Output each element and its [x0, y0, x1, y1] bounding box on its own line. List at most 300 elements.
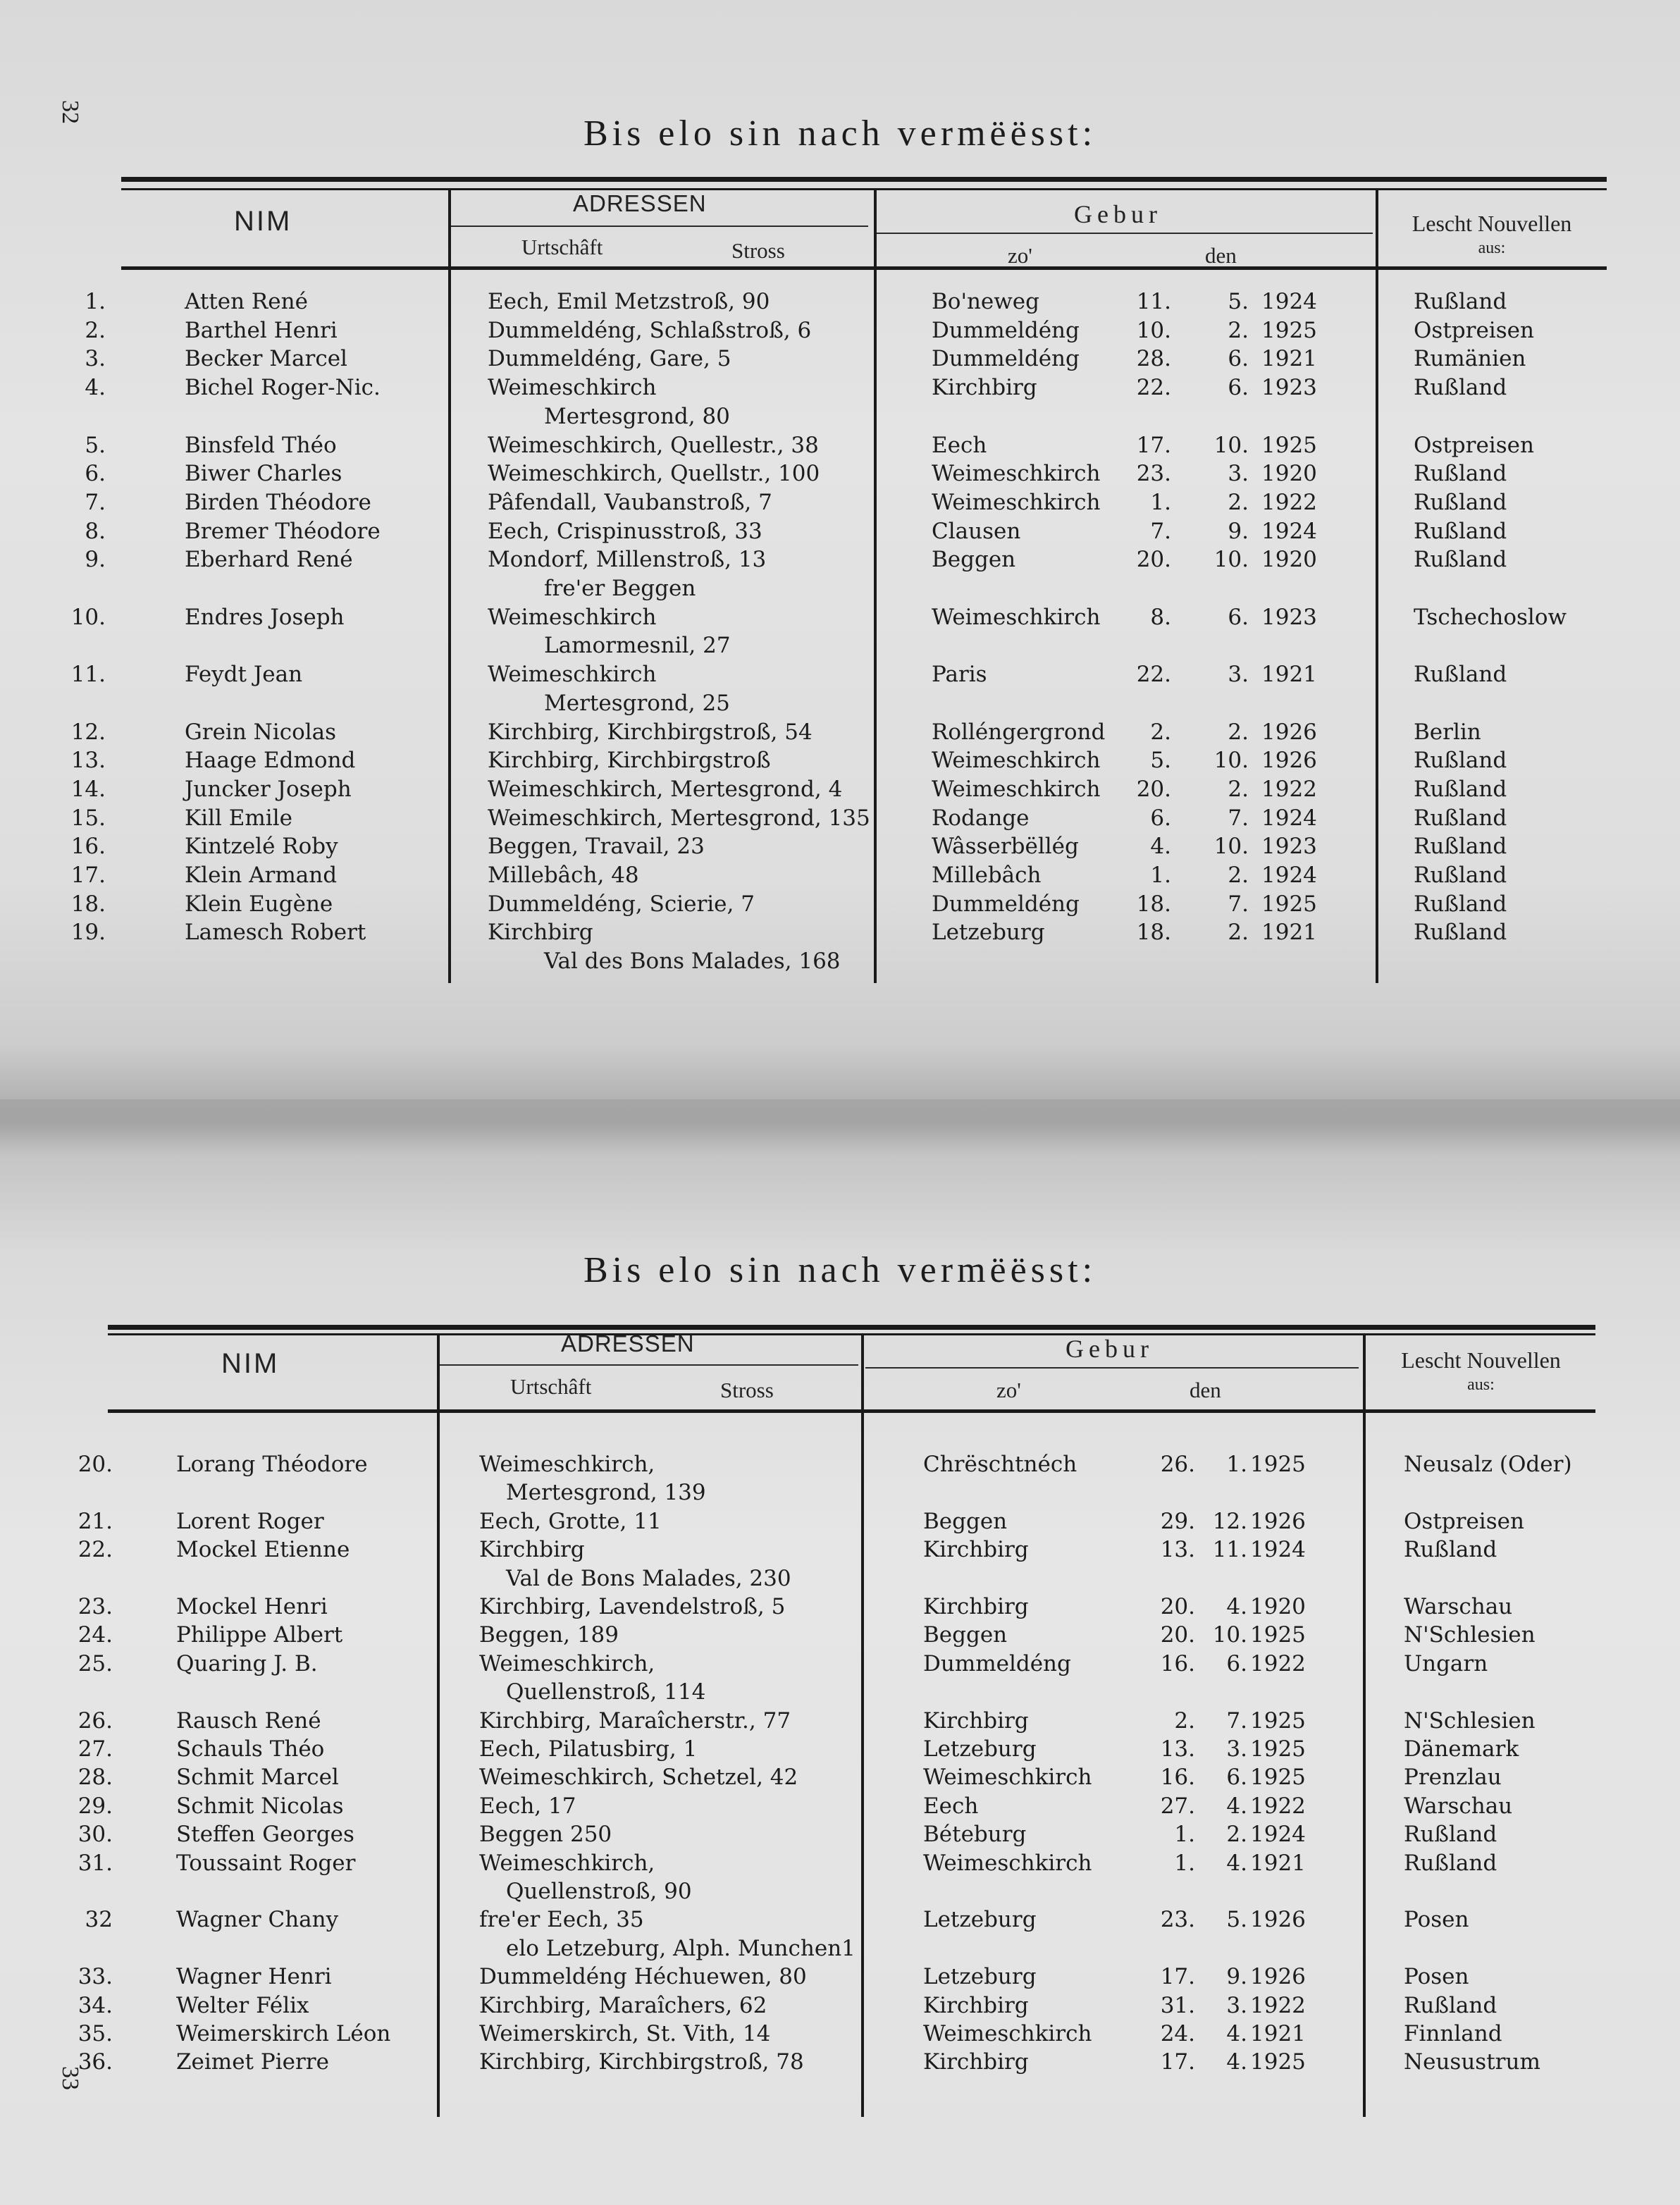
birth-place: Weimeschkirch [932, 777, 1101, 802]
birth-year: 1921 [1261, 920, 1317, 945]
birth-place: Beggen [923, 1509, 1008, 1534]
birth-month: 2. [1228, 318, 1249, 343]
last-news-location: Rußland [1414, 863, 1507, 888]
row-number: 3. [85, 346, 106, 371]
table-row [0, 345, 1680, 373]
header-top-rule [108, 1325, 1595, 1330]
table-row [0, 2020, 1680, 2048]
birth-day: 17. [1136, 433, 1171, 458]
person-name: Zeimet Pierre [176, 2049, 329, 2075]
last-news-location: Rußland [1404, 1993, 1497, 2018]
header-nouvellen-line2: aus: [1478, 239, 1506, 257]
gebur-subrule [877, 233, 1373, 234]
birth-place: Weimeschkirch [932, 748, 1101, 773]
header-bottom-rule [121, 266, 1607, 270]
birth-month: 6. [1226, 1765, 1247, 1790]
birth-month: 1. [1226, 1452, 1247, 1477]
header-nouvellen-line1: Lescht Nouvellen [1401, 1347, 1561, 1373]
table-row [0, 459, 1680, 488]
row-number: 34. [78, 1993, 113, 2018]
row-number: 23. [78, 1594, 113, 1619]
address-line: Kirchbirg, Lavendelstroß, 5 [479, 1594, 786, 1619]
address-line: Pâfendall, Vaubanstroß, 7 [488, 490, 772, 515]
birth-day: 4. [1150, 834, 1171, 859]
page-number: 32 [57, 100, 83, 124]
last-news-location: Warschau [1404, 1594, 1513, 1619]
birth-place: Letzeburg [923, 1907, 1037, 1932]
table-row [0, 1450, 1680, 1478]
birth-place: Millebâch [932, 863, 1042, 888]
birth-year: 1923 [1261, 605, 1317, 630]
address-continuation: Val de Bons Malades, 230 [506, 1566, 791, 1591]
row-number: 15. [70, 805, 106, 831]
person-name: Rausch René [176, 1708, 321, 1734]
person-name: Grein Nicolas [185, 719, 337, 745]
address-line: Dummeldéng Héchuewen, 80 [479, 1964, 807, 1989]
birth-place: Kirchbirg [923, 1537, 1029, 1562]
row-number: 5. [85, 433, 106, 458]
birth-place: Kirchbirg [923, 1708, 1029, 1734]
header-top-rule-thin [108, 1333, 1595, 1335]
table-row [0, 603, 1680, 631]
birth-place: Eech [932, 433, 987, 458]
person-name: Barthel Henri [185, 318, 338, 343]
birth-month: 6. [1228, 346, 1249, 371]
birth-day: 17. [1160, 1964, 1195, 1989]
birth-place: Dummeldéng [923, 1651, 1071, 1676]
birth-day: 23. [1160, 1907, 1195, 1932]
birth-month: 3. [1226, 1993, 1247, 2018]
birth-year: 1926 [1250, 1907, 1306, 1932]
header-gebur: Gebur [1066, 1335, 1154, 1363]
birth-year: 1922 [1261, 490, 1317, 515]
birth-month: 6. [1226, 1651, 1247, 1676]
row-number: 21. [78, 1509, 113, 1534]
birth-year: 1923 [1261, 834, 1317, 859]
birth-month: 3. [1228, 461, 1249, 486]
person-name: Schauls Théo [176, 1736, 325, 1762]
last-news-location: Finnland [1404, 2021, 1502, 2046]
birth-month: 5. [1228, 289, 1249, 314]
birth-year: 1924 [1250, 1537, 1306, 1562]
birth-place: Weimeschkirch [932, 461, 1101, 486]
last-news-location: Ostpreisen [1414, 318, 1534, 343]
table-row [0, 1963, 1680, 1991]
birth-year: 1926 [1250, 1509, 1306, 1534]
table-row [0, 775, 1680, 803]
birth-day: 13. [1160, 1736, 1195, 1762]
person-name: Quaring J. B. [176, 1651, 318, 1676]
last-news-location: Rußland [1414, 289, 1507, 314]
birth-year: 1925 [1261, 891, 1317, 917]
birth-place: Letzeburg [923, 1736, 1037, 1762]
last-news-location: Rußland [1414, 891, 1507, 917]
birth-place: Weimeschkirch [923, 2021, 1092, 2046]
last-news-location: Rußland [1404, 1822, 1497, 1847]
birth-month: 10. [1213, 748, 1249, 773]
address-line: Eech, Crispinusstroß, 33 [488, 519, 762, 544]
header-den: den [1190, 1378, 1221, 1402]
header-gebur: Gebur [1074, 200, 1162, 228]
address-line: Weimeschkirch, [479, 1452, 655, 1477]
birth-place: Weimeschkirch [932, 490, 1101, 515]
birth-month: 2. [1228, 719, 1249, 745]
birth-month: 4. [1226, 1793, 1247, 1819]
birth-month: 7. [1226, 1708, 1247, 1734]
person-name: Bremer Théodore [185, 519, 381, 544]
page-title: Bis elo sin nach vermëësst: [583, 1250, 1097, 1290]
page-fold-shadow [0, 1043, 1680, 1156]
header-top-rule [121, 177, 1607, 182]
last-news-location: Rußland [1404, 1537, 1497, 1562]
birth-year: 1922 [1250, 1993, 1306, 2018]
birth-year: 1926 [1261, 748, 1317, 773]
birth-month: 9. [1226, 1964, 1247, 1989]
person-name: Toussaint Roger [176, 1851, 356, 1876]
birth-place: Kirchbirg [932, 375, 1037, 400]
table-row [0, 1507, 1680, 1536]
birth-year: 1924 [1250, 1822, 1306, 1847]
table-row [0, 1906, 1680, 1934]
row-number: 13. [70, 748, 106, 773]
header-adressen: ADRESSEN [573, 190, 707, 216]
person-name: Kintzelé Roby [185, 834, 338, 859]
birth-year: 1920 [1261, 547, 1317, 572]
table-row [0, 1735, 1680, 1763]
birth-place: Eech [923, 1793, 979, 1819]
header-urtschaft: Urtschâft [510, 1374, 592, 1399]
row-number: 28. [78, 1765, 113, 1790]
address-line: Kirchbirg, Kirchbirgstroß [488, 748, 771, 773]
row-number: 8. [85, 519, 106, 544]
header-lescht-nouvellen [1363, 1346, 1599, 1395]
table-row [0, 1763, 1680, 1791]
person-name: Klein Eugène [185, 891, 333, 917]
address-line: Weimeschkirch, Quellestr., 38 [488, 433, 819, 458]
birth-month: 12. [1212, 1509, 1247, 1534]
birth-day: 7. [1150, 519, 1171, 544]
birth-place: Dummeldéng [932, 318, 1080, 343]
address-continuation: Lamormesnil, 27 [544, 633, 731, 658]
birth-day: 11. [1136, 289, 1171, 314]
last-news-location: Neusustrum [1404, 2049, 1540, 2075]
birth-year: 1924 [1261, 863, 1317, 888]
birth-year: 1925 [1250, 2049, 1306, 2075]
table-row [0, 2048, 1680, 2076]
birth-year: 1925 [1250, 1736, 1306, 1762]
birth-day: 17. [1160, 2049, 1195, 2075]
header-den: den [1205, 243, 1237, 268]
page-title: Bis elo sin nach vermëësst: [583, 113, 1097, 154]
person-name: Mockel Henri [176, 1594, 328, 1619]
person-name: Haage Edmond [185, 748, 356, 773]
table-row [0, 832, 1680, 860]
birth-place: Weimeschkirch [932, 605, 1101, 630]
birth-month: 6. [1228, 605, 1249, 630]
header-urtschaft: Urtschâft [521, 235, 603, 259]
birth-month: 6. [1228, 375, 1249, 400]
address-continuation: Mertesgrond, 139 [506, 1480, 706, 1505]
header-stross: Stross [720, 1378, 774, 1402]
birth-place: Dummeldéng [932, 346, 1080, 371]
address-line: Weimeschkirch, [479, 1851, 655, 1876]
header-lescht-nouvellen [1376, 209, 1608, 259]
person-name: Welter Félix [176, 1993, 309, 2018]
birth-year: 1925 [1250, 1622, 1306, 1648]
last-news-location: Rußland [1414, 834, 1507, 859]
birth-day: 16. [1160, 1765, 1195, 1790]
birth-day: 16. [1160, 1651, 1195, 1676]
birth-month: 2. [1228, 490, 1249, 515]
row-number: 22. [78, 1537, 113, 1562]
birth-day: 1. [1174, 1822, 1195, 1847]
last-news-location: Rußland [1414, 805, 1507, 831]
table-row [0, 861, 1680, 889]
birth-year: 1921 [1250, 2021, 1306, 2046]
address-line: Weimeschkirch, [479, 1651, 655, 1676]
header-nim: NIM [234, 206, 292, 237]
row-number: 9. [85, 547, 106, 572]
row-number: 18. [70, 891, 106, 917]
address-line: Dummeldéng, Scierie, 7 [488, 891, 755, 917]
last-news-location: Rußland [1414, 547, 1507, 572]
row-number: 33. [78, 1964, 113, 1989]
birth-place: Weimeschkirch [923, 1765, 1092, 1790]
row-number: 32 [85, 1907, 113, 1932]
birth-day: 2. [1174, 1708, 1195, 1734]
birth-day: 20. [1160, 1622, 1195, 1648]
birth-year: 1925 [1261, 433, 1317, 458]
last-news-location: Ostpreisen [1414, 433, 1534, 458]
table-row [0, 1650, 1680, 1678]
person-name: Steffen Georges [176, 1822, 354, 1847]
birth-year: 1924 [1261, 519, 1317, 544]
person-name: Lorang Théodore [176, 1452, 368, 1477]
address-line: Eech, Pilatusbirg, 1 [479, 1736, 698, 1762]
person-name: Philippe Albert [176, 1622, 343, 1648]
table-row [0, 746, 1680, 774]
person-name: Birden Théodore [185, 490, 371, 515]
address-continuation: Mertesgrond, 25 [544, 691, 730, 716]
person-name: Bichel Roger-Nic. [185, 375, 381, 400]
last-news-location: Rußland [1414, 461, 1507, 486]
row-number: 16. [70, 834, 106, 859]
birth-month: 4. [1226, 2049, 1247, 2075]
birth-month: 3. [1228, 662, 1249, 687]
address-line: Kirchbirg [479, 1537, 585, 1562]
address-line: Weimeschkirch [488, 375, 657, 400]
birth-day: 1. [1174, 1851, 1195, 1876]
table-row [0, 890, 1680, 918]
person-name: Becker Marcel [185, 346, 347, 371]
birth-year: 1923 [1261, 375, 1317, 400]
birth-year: 1926 [1250, 1964, 1306, 1989]
birth-place: Beggen [932, 547, 1016, 572]
birth-month: 10. [1213, 834, 1249, 859]
table-row [0, 1991, 1680, 2020]
address-line: Beggen, Travail, 23 [488, 834, 705, 859]
last-news-location: Berlin [1414, 719, 1481, 745]
birth-place: Béteburg [923, 1822, 1027, 1847]
table-row [0, 431, 1680, 459]
row-number: 14. [70, 777, 106, 802]
birth-place: Letzeburg [932, 920, 1045, 945]
birth-month: 10. [1212, 1622, 1247, 1648]
row-number: 11. [70, 662, 106, 687]
birth-day: 1. [1150, 863, 1171, 888]
birth-place: Clausen [932, 519, 1021, 544]
address-line: Eech, Emil Metzstroß, 90 [488, 289, 770, 314]
page-number: 33 [57, 2066, 83, 2090]
birth-month: 9. [1228, 519, 1249, 544]
birth-month: 2. [1226, 1822, 1247, 1847]
person-name: Atten René [185, 289, 308, 314]
row-number: 36. [78, 2049, 113, 2075]
row-number: 24. [78, 1622, 113, 1648]
last-news-location: N'Schlesien [1404, 1708, 1536, 1734]
birth-month: 7. [1228, 891, 1249, 917]
address-continuation: elo Letzeburg, Alph. Munchen1 [506, 1936, 856, 1961]
table-row [0, 288, 1680, 316]
birth-year: 1924 [1261, 289, 1317, 314]
row-number: 4. [85, 375, 106, 400]
address-line: Kirchbirg, Maraîchers, 62 [479, 1993, 767, 2018]
birth-place: Weimeschkirch [923, 1851, 1092, 1876]
birth-year: 1924 [1261, 805, 1317, 831]
address-line: Dummeldéng, Gare, 5 [488, 346, 731, 371]
birth-place: Dummeldéng [932, 891, 1080, 917]
birth-month: 10. [1213, 433, 1249, 458]
birth-month: 10. [1213, 547, 1249, 572]
last-news-location: Posen [1404, 1964, 1469, 1989]
row-number: 10. [70, 605, 106, 630]
person-name: Feydt Jean [185, 662, 303, 687]
row-number: 26. [78, 1708, 113, 1734]
birth-day: 6. [1150, 805, 1171, 831]
birth-place: Paris [932, 662, 987, 687]
birth-month: 4. [1226, 1851, 1247, 1876]
last-news-location: N'Schlesien [1404, 1622, 1536, 1648]
birth-year: 1921 [1261, 346, 1317, 371]
address-line: Eech, 17 [479, 1793, 576, 1819]
last-news-location: Ostpreisen [1404, 1509, 1524, 1534]
last-news-location: Rußland [1414, 748, 1507, 773]
address-line: Weimerskirch, St. Vith, 14 [479, 2021, 771, 2046]
last-news-location: Rußland [1414, 777, 1507, 802]
address-line: Kirchbirg, Kirchbirgstroß, 78 [479, 2049, 804, 2075]
row-number: 27. [78, 1736, 113, 1762]
person-name: Kill Emile [185, 805, 292, 831]
table-row [0, 316, 1680, 345]
birth-month: 4. [1226, 2021, 1247, 2046]
table-row [0, 660, 1680, 688]
last-news-location: Posen [1404, 1907, 1469, 1932]
birth-month: 2. [1228, 920, 1249, 945]
row-number: 25. [78, 1651, 113, 1676]
birth-month: 4. [1226, 1594, 1247, 1619]
last-news-location: Ungarn [1404, 1651, 1488, 1676]
birth-year: 1920 [1250, 1594, 1306, 1619]
birth-day: 28. [1136, 346, 1171, 371]
birth-place: Chrëschtnéch [923, 1452, 1077, 1477]
birth-day: 20. [1160, 1594, 1195, 1619]
adressen-subrule [451, 226, 868, 227]
last-news-location: Tschechoslow [1414, 605, 1567, 630]
adressen-subrule [440, 1364, 858, 1366]
table-row [0, 1849, 1680, 1877]
address-line: Weimeschkirch, Quellstr., 100 [488, 461, 820, 486]
header-adressen: ADRESSEN [561, 1330, 695, 1357]
address-line: Eech, Grotte, 11 [479, 1509, 662, 1534]
birth-place: Wâsserbëllég [932, 834, 1079, 859]
last-news-location: Warschau [1404, 1793, 1513, 1819]
gebur-subrule [865, 1367, 1359, 1369]
person-name: Juncker Joseph [185, 777, 352, 802]
row-number: 19. [70, 920, 106, 945]
birth-day: 1. [1150, 490, 1171, 515]
person-name: Endres Joseph [185, 605, 345, 630]
address-line: Kirchbirg, Maraîcherstr., 77 [479, 1708, 791, 1734]
last-news-location: Rußland [1414, 920, 1507, 945]
address-line: Weimeschkirch, Schetzel, 42 [479, 1765, 798, 1790]
person-name: Weimerskirch Léon [176, 2021, 391, 2046]
row-number: 12. [70, 719, 106, 745]
table-row [0, 718, 1680, 746]
address-continuation: Mertesgrond, 80 [544, 404, 730, 429]
birth-year: 1922 [1261, 777, 1317, 802]
person-name: Biwer Charles [185, 461, 342, 486]
birth-year: 1925 [1250, 1708, 1306, 1734]
address-line: Millebâch, 48 [488, 863, 639, 888]
birth-year: 1922 [1250, 1651, 1306, 1676]
last-news-location: Rußland [1414, 662, 1507, 687]
birth-day: 2. [1150, 719, 1171, 745]
address-line: Dummeldéng, Schlaßstroß, 6 [488, 318, 812, 343]
header-nim: NIM [221, 1348, 280, 1379]
birth-month: 2. [1228, 863, 1249, 888]
birth-year: 1921 [1250, 1851, 1306, 1876]
table-row [0, 918, 1680, 946]
last-news-location: Prenzlau [1404, 1765, 1502, 1790]
birth-day: 13. [1160, 1537, 1195, 1562]
address-line: Weimeschkirch, Mertesgrond, 135 [488, 805, 870, 831]
address-continuation: Quellenstroß, 114 [506, 1679, 706, 1705]
address-line: Kirchbirg, Kirchbirgstroß, 54 [488, 719, 813, 745]
birth-day: 22. [1136, 375, 1171, 400]
birth-day: 20. [1136, 777, 1171, 802]
last-news-location: Dänemark [1404, 1736, 1519, 1762]
table-row [0, 545, 1680, 574]
birth-place: Kirchbirg [923, 2049, 1029, 2075]
birth-place: Kirchbirg [923, 1993, 1029, 2018]
table-row [0, 804, 1680, 832]
birth-year: 1925 [1250, 1765, 1306, 1790]
birth-day: 24. [1160, 2021, 1195, 2046]
row-number: 29. [78, 1793, 113, 1819]
table-row [0, 1820, 1680, 1848]
header-nouvellen-line2: aus: [1467, 1376, 1495, 1394]
row-number: 20. [78, 1452, 113, 1477]
person-name: Eberhard René [185, 547, 353, 572]
birth-day: 22. [1136, 662, 1171, 687]
person-name: Schmit Marcel [176, 1765, 339, 1790]
person-name: Wagner Henri [176, 1964, 332, 1989]
table-row [0, 1593, 1680, 1621]
address-line: Weimeschkirch [488, 662, 657, 687]
person-name: Schmit Nicolas [176, 1793, 344, 1819]
address-line: fre'er Eech, 35 [479, 1907, 644, 1932]
birth-day: 20. [1136, 547, 1171, 572]
